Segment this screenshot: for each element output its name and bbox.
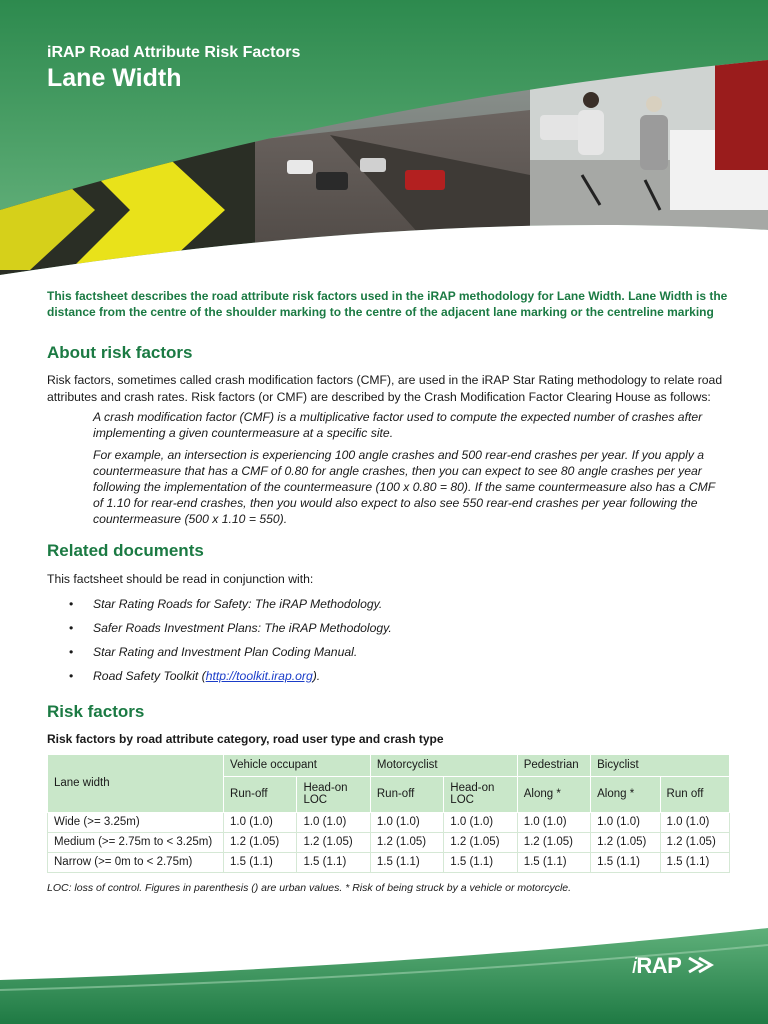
risk-heading: Risk factors <box>47 701 145 721</box>
toolkit-link[interactable]: http://toolkit.irap.org <box>205 668 313 683</box>
list-item: • Star Rating and Investment Plan Coding Manual. <box>47 640 730 664</box>
table-cell: 1.0 (1.0) <box>224 812 297 832</box>
sub-header: Head-on LOC <box>444 776 517 812</box>
group-header-motorcyclist: Motorcyclist <box>370 754 517 776</box>
sub-header: Run-off <box>370 776 443 812</box>
table-cell: 1.2 (1.05) <box>444 832 517 852</box>
table-cell: 1.2 (1.05) <box>370 832 443 852</box>
header-banner <box>0 0 768 290</box>
row-label: Wide (>= 3.25m) <box>48 812 224 832</box>
row-label: Narrow (>= 0m to < 2.75m) <box>48 852 224 872</box>
sub-header: Along * <box>591 776 660 812</box>
about-quote-definition: A crash modification factor (CMF) is a multiplicative factor used to compute the expected number of crashes after implementing a given countermeasure at a specific site. <box>93 410 703 440</box>
about-heading: About risk factors <box>47 343 193 362</box>
table-cell: 1.5 (1.1) <box>444 852 517 872</box>
list-item: • Road Safety Toolkit (http://toolkit.irap.org). <box>47 664 730 688</box>
row-label: Medium (>= 2.75m to < 3.25m) <box>48 832 224 852</box>
group-header-vehicle: Vehicle occupant <box>224 754 371 776</box>
sub-header: Along * <box>517 776 590 812</box>
related-heading: Related documents <box>47 541 204 560</box>
table-corner-header: Lane width <box>48 754 224 812</box>
table-cell: 1.0 (1.0) <box>660 812 729 832</box>
table-cell: 1.2 (1.05) <box>591 832 660 852</box>
table-cell: 1.5 (1.1) <box>517 852 590 872</box>
table-cell: 1.0 (1.0) <box>297 812 370 832</box>
sub-header: Head-on LOC <box>297 776 370 812</box>
related-documents-list <box>47 592 730 688</box>
bullet-icon: • <box>69 620 74 635</box>
table-title: Risk factors by road attribute category, road user type and crash type <box>47 731 444 746</box>
logo-i: i <box>632 953 637 978</box>
table-cell: 1.2 (1.05) <box>297 832 370 852</box>
sub-header: Run off <box>660 776 729 812</box>
table-cell: 1.0 (1.0) <box>444 812 517 832</box>
bullet-icon: • <box>69 668 74 683</box>
bullet-icon: • <box>69 596 74 611</box>
main-content <box>47 288 730 894</box>
logo-text: RAP <box>636 953 681 978</box>
table-cell: 1.5 (1.1) <box>591 852 660 872</box>
logo-swoosh-icon <box>687 954 717 976</box>
table-footnote: LOC: loss of control. Figures in parenthesis () are urban values. * Risk of being struck by a vehicle or motorcycle. <box>47 881 572 894</box>
table-cell: 1.5 (1.1) <box>660 852 729 872</box>
table-cell: 1.2 (1.05) <box>660 832 729 852</box>
bullet-icon: • <box>69 644 74 659</box>
table-cell: 1.0 (1.0) <box>517 812 590 832</box>
table-cell: 1.0 (1.0) <box>370 812 443 832</box>
group-header-pedestrian: Pedestrian <box>517 754 590 776</box>
table-cell: 1.5 (1.1) <box>370 852 443 872</box>
header-subtitle: iRAP Road Attribute Risk Factors <box>47 44 301 61</box>
page-title: Lane Width <box>47 64 182 92</box>
sub-header: Run-off <box>224 776 297 812</box>
table-cell: 1.5 (1.1) <box>224 852 297 872</box>
intro-paragraph: This factsheet describes the road attribute risk factors used in the iRAP methodology for Lane Width. Lane Width is the distance from the centre of the shoulder marking to the centre of the adjacent lane marking or the centreline marking <box>47 289 728 319</box>
table-row <box>48 852 730 872</box>
risk-factor-table <box>47 754 730 873</box>
table-cell: 1.5 (1.1) <box>297 852 370 872</box>
table-row <box>48 832 730 852</box>
table-cell: 1.2 (1.05) <box>224 832 297 852</box>
irap-logo <box>632 953 717 979</box>
about-body: Risk factors, sometimes called crash modification factors (CMF), are used in the iRAP Star Rating methodology to relate road attributes and crash rates. Risk factors (or CMF) are described by the Crash Modification Factor Clearing House as follows: <box>47 373 723 404</box>
table-cell: 1.2 (1.05) <box>517 832 590 852</box>
table-cell: 1.0 (1.0) <box>591 812 660 832</box>
group-header-bicyclist: Bicyclist <box>591 754 730 776</box>
about-quote-example: For example, an intersection is experiencing 100 angle crashes and 500 rear-end crashes per year. If you apply a countermeasure that has a CMF of 0.80 for angle crashes, then you can expect to see 80 angle crashes per year following the implementation of the countermeasure (100 x 0.80 = 80). If the same countermeasure also has a CMF of 1.10 for rear-end crashes, then you would also expect to also see 550 rear-end crashes per year following the countermeasure (500 x 1.10 = 550). <box>93 448 716 526</box>
list-item: • Star Rating Roads for Safety: The iRAP Methodology. <box>47 592 730 616</box>
list-item: • Safer Roads Investment Plans: The iRAP Methodology. <box>47 616 730 640</box>
table-row <box>48 812 730 832</box>
related-body: This factsheet should be read in conjunction with: <box>47 572 314 586</box>
